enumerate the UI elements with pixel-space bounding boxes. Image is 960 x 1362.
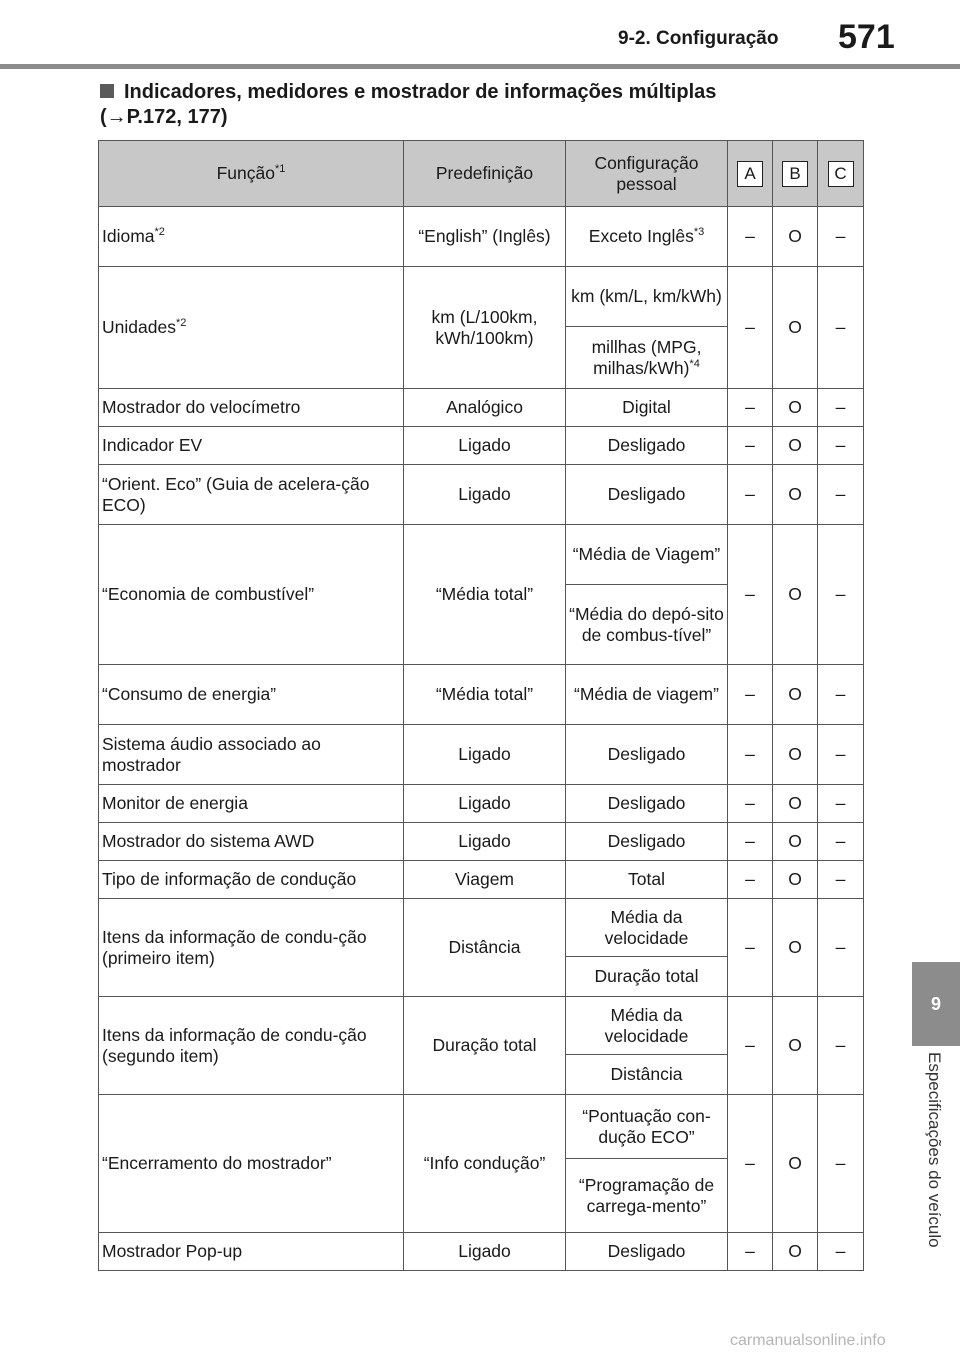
- cell-funcao: Indicador EV: [99, 427, 404, 465]
- cell-c: –: [818, 427, 864, 465]
- cell-c: –: [818, 899, 864, 997]
- cell-a: –: [728, 525, 773, 665]
- cell-c: –: [818, 823, 864, 861]
- cell-b: O: [773, 207, 818, 267]
- cell-configuracao: Desligado: [566, 465, 728, 525]
- cell-predefinicao: Ligado: [404, 785, 566, 823]
- section-heading: [100, 80, 860, 130]
- cell-predefinicao: Ligado: [404, 465, 566, 525]
- col-header-configuracao: Configuração pessoal: [566, 141, 728, 207]
- cell-predefinicao: Distância: [404, 899, 566, 997]
- cell-predefinicao: Duração total: [404, 997, 566, 1095]
- cell-configuracao: Digital: [566, 389, 728, 427]
- bullet-square-icon: [100, 84, 114, 98]
- cell-configuracao: Média da velocidade: [566, 997, 728, 1055]
- table-row: [99, 861, 864, 899]
- cell-b: O: [773, 389, 818, 427]
- cell-configuracao: millhas (MPG, milhas/kWh)$^{*4}$: [566, 327, 728, 389]
- settings-table: [98, 140, 864, 1271]
- table-row: [99, 465, 864, 525]
- table-row: [99, 725, 864, 785]
- cell-a: –: [728, 861, 773, 899]
- cell-b: O: [773, 665, 818, 725]
- cell-b: O: [773, 267, 818, 389]
- table-row: [99, 785, 864, 823]
- cell-predefinicao: Ligado: [404, 1233, 566, 1271]
- chapter-tab: 9: [912, 962, 960, 1046]
- table-row: [99, 1233, 864, 1271]
- cell-c: –: [818, 1095, 864, 1233]
- cell-a: –: [728, 267, 773, 389]
- cell-a: –: [728, 427, 773, 465]
- col-header-a: A: [728, 141, 773, 207]
- header-divider: [0, 64, 960, 69]
- cell-c: –: [818, 997, 864, 1095]
- cell-a: –: [728, 389, 773, 427]
- running-header: 9-2. Configuração: [618, 28, 779, 49]
- cell-b: O: [773, 899, 818, 997]
- cell-a: –: [728, 725, 773, 785]
- cell-c: –: [818, 665, 864, 725]
- col-header-b: B: [773, 141, 818, 207]
- cell-funcao: Unidades$^{*2}$: [99, 267, 404, 389]
- cell-funcao: Tipo de informação de condução: [99, 861, 404, 899]
- table-row: [99, 665, 864, 725]
- cell-a: –: [728, 1233, 773, 1271]
- cell-c: –: [818, 465, 864, 525]
- cell-configuracao: Desligado: [566, 1233, 728, 1271]
- cell-c: –: [818, 1233, 864, 1271]
- cell-a: –: [728, 785, 773, 823]
- cell-funcao: “Orient. Eco” (Guia de acelera-ção ECO): [99, 465, 404, 525]
- cell-configuracao: Desligado: [566, 823, 728, 861]
- cell-configuracao: Exceto Inglês$^{*3}$: [566, 207, 728, 267]
- table-row: [99, 1095, 864, 1159]
- cell-a: –: [728, 899, 773, 997]
- table-row: [99, 267, 864, 327]
- cell-funcao: Monitor de energia: [99, 785, 404, 823]
- table-row: [99, 899, 864, 957]
- cell-c: –: [818, 725, 864, 785]
- cell-c: –: [818, 785, 864, 823]
- table-row: [99, 997, 864, 1055]
- cell-configuracao: “Pontuação con-dução ECO”: [566, 1095, 728, 1159]
- cell-funcao: Mostrador do sistema AWD: [99, 823, 404, 861]
- cell-a: –: [728, 207, 773, 267]
- cell-c: –: [818, 267, 864, 389]
- cell-predefinicao: Ligado: [404, 725, 566, 785]
- chapter-label: Especificações do veículo: [925, 1052, 944, 1248]
- cell-configuracao: Média da velocidade: [566, 899, 728, 957]
- table-row: [99, 389, 864, 427]
- table-row: [99, 207, 864, 267]
- cell-funcao: “Economia de combustível”: [99, 525, 404, 665]
- cell-b: O: [773, 725, 818, 785]
- cell-predefinicao: “Média total”: [404, 525, 566, 665]
- cell-funcao: Mostrador Pop-up: [99, 1233, 404, 1271]
- section-heading-line1: Indicadores, medidores e mostrador de informações múltiplas: [124, 81, 717, 103]
- cell-b: O: [773, 465, 818, 525]
- cell-configuracao: “Programação de carrega-mento”: [566, 1159, 728, 1233]
- cell-predefinicao: Ligado: [404, 427, 566, 465]
- cell-b: O: [773, 525, 818, 665]
- cell-c: –: [818, 207, 864, 267]
- table-row: [99, 525, 864, 585]
- cell-predefinicao: “English” (Inglês): [404, 207, 566, 267]
- cell-configuracao: “Média do depó-sito de combus-tível”: [566, 585, 728, 665]
- cell-funcao: Mostrador do velocímetro: [99, 389, 404, 427]
- table-header-row: [99, 141, 864, 207]
- table-row: [99, 823, 864, 861]
- cell-configuracao: Desligado: [566, 725, 728, 785]
- cell-b: O: [773, 997, 818, 1095]
- cell-b: O: [773, 823, 818, 861]
- cell-predefinicao: Viagem: [404, 861, 566, 899]
- section-heading-line2: (→P.172, 177): [100, 106, 228, 128]
- cell-a: –: [728, 1095, 773, 1233]
- cell-c: –: [818, 389, 864, 427]
- cell-configuracao: “Média de Viagem”: [566, 525, 728, 585]
- col-header-c: C: [818, 141, 864, 207]
- cell-funcao: Itens da informação de condu-ção (segundo item): [99, 997, 404, 1095]
- cell-b: O: [773, 1095, 818, 1233]
- page-number: 571: [838, 18, 895, 56]
- cell-c: –: [818, 861, 864, 899]
- cell-configuracao: “Média de viagem”: [566, 665, 728, 725]
- cell-b: O: [773, 785, 818, 823]
- cell-b: O: [773, 1233, 818, 1271]
- cell-b: O: [773, 861, 818, 899]
- cell-a: –: [728, 997, 773, 1095]
- col-header-predefinicao: Predefinição: [404, 141, 566, 207]
- cell-configuracao: Duração total: [566, 957, 728, 997]
- col-header-funcao: Função$^{*1}$: [99, 141, 404, 207]
- cell-funcao: “Encerramento do mostrador”: [99, 1095, 404, 1233]
- cell-b: O: [773, 427, 818, 465]
- cell-funcao: Itens da informação de condu-ção (primeiro item): [99, 899, 404, 997]
- watermark: carmanualsonline.info: [730, 1332, 886, 1349]
- cell-a: –: [728, 665, 773, 725]
- cell-predefinicao: km (L/100km, kWh/100km): [404, 267, 566, 389]
- table-row: [99, 427, 864, 465]
- cell-predefinicao: “Info condução”: [404, 1095, 566, 1233]
- cell-configuracao: Distância: [566, 1055, 728, 1095]
- cell-configuracao: Desligado: [566, 427, 728, 465]
- cell-funcao: “Consumo de energia”: [99, 665, 404, 725]
- cell-funcao: Idioma$^{*2}$: [99, 207, 404, 267]
- cell-funcao: Sistema áudio associado ao mostrador: [99, 725, 404, 785]
- cell-configuracao: km (km/L, km/kWh): [566, 267, 728, 327]
- cell-predefinicao: Analógico: [404, 389, 566, 427]
- cell-configuracao: Desligado: [566, 785, 728, 823]
- cell-a: –: [728, 465, 773, 525]
- cell-c: –: [818, 525, 864, 665]
- cell-predefinicao: Ligado: [404, 823, 566, 861]
- cell-a: –: [728, 823, 773, 861]
- cell-configuracao: Total: [566, 861, 728, 899]
- cell-predefinicao: “Média total”: [404, 665, 566, 725]
